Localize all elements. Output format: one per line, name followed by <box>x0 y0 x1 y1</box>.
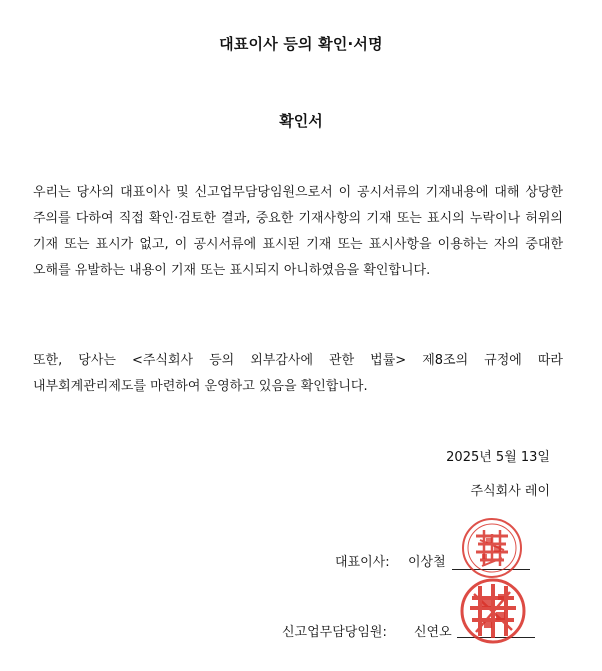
company-name: 주식회사 레이 <box>470 484 550 499</box>
officer-role-label: 신고업무담당임원: <box>282 625 387 640</box>
document-title: 대표이사 등의 확인·서명 <box>219 35 383 53</box>
ceo-seal-stamp-icon <box>460 516 524 580</box>
ceo-role-label: 대표이사: <box>335 555 390 570</box>
confirmation-paragraph-2: 또한, 당사는 <주식회사 등의 외부감사에 관한 법률> 제8조의 규정에 따라 내부회계관리제도를 마련하여 운영하고 있음을 확인합니다. <box>33 353 563 394</box>
ceo-name: 이상철 <box>408 555 446 570</box>
document-date: 2025년 5월 13일 <box>446 450 550 465</box>
document-subtitle: 확인서 <box>279 112 323 130</box>
officer-seal-stamp-icon <box>458 576 528 646</box>
officer-name: 신연오 <box>414 625 452 640</box>
confirmation-paragraph-1: 우리는 당사의 대표이사 및 신고업무담당임원으로서 이 공시서류의 기재내용에 대해 상당한 주의를 다하여 직접 확인·검토한 결과, 중요한 기재사항의 기재 또는 표시의 누락이나 허위의 기재 또는 표시가 없고, 이 공시서류에 표시된 기재 또는 표시사항을 이용하는 자의 중대한 오해를 유발하는 내용이 기재 또는 표시되지 아니하였음을 확인합니다. <box>33 185 563 278</box>
